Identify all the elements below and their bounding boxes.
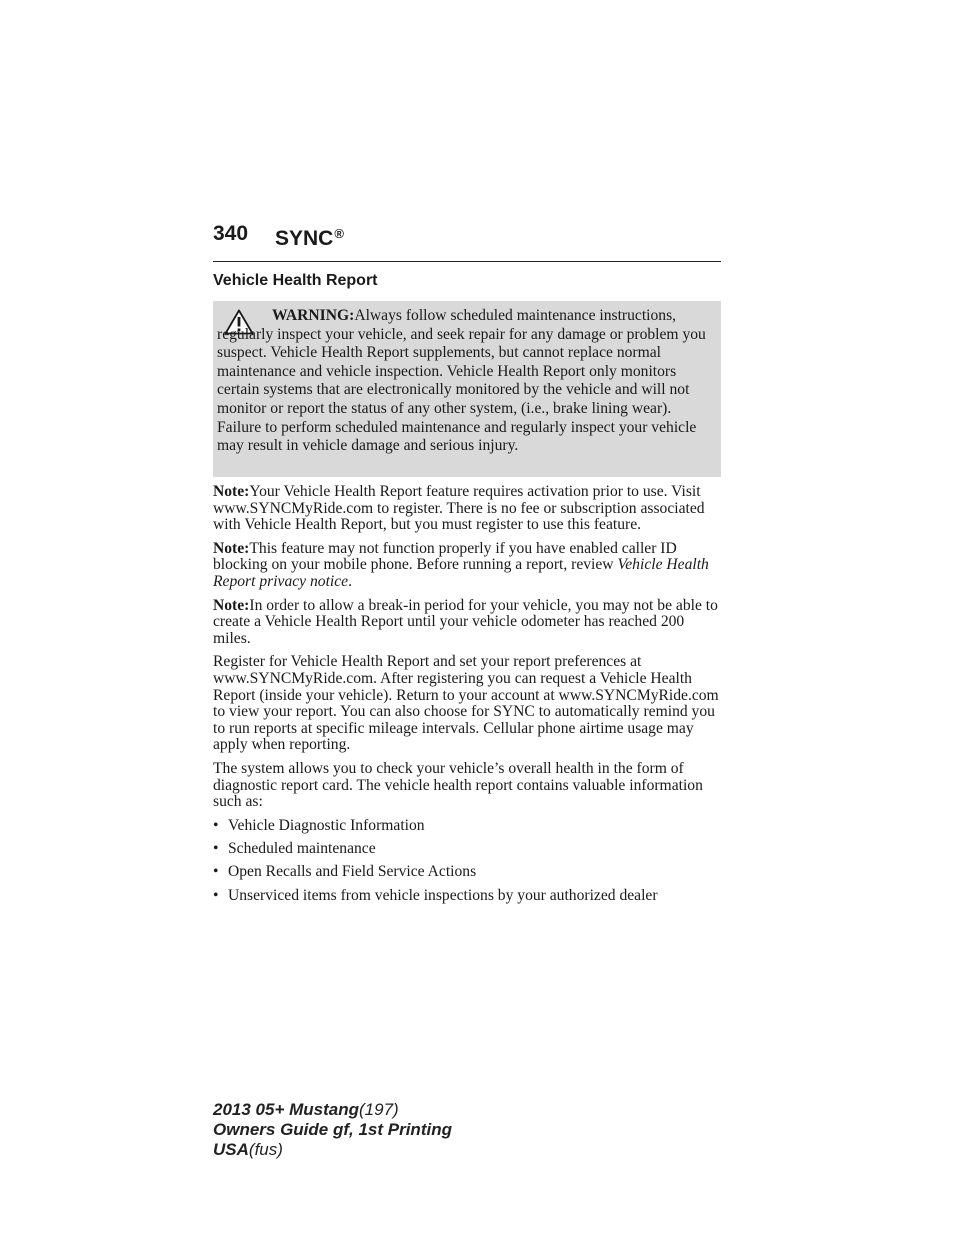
list-item: • Unserviced items from vehicle inspections by your authorized dealer bbox=[213, 886, 658, 904]
list-item: • Open Recalls and Field Service Actions bbox=[213, 863, 477, 881]
note-text: Your Vehicle Health Report feature requires activation prior to use. Visit www.SYNCMyRide.com to register. There is no fee or subscription associated with Vehicle Health Report, but you must register to use this feature. bbox=[213, 483, 705, 534]
page-footer bbox=[213, 1100, 452, 1160]
list-item: • Scheduled maintenance bbox=[213, 840, 376, 858]
bullet: • bbox=[213, 816, 219, 834]
warning-label: WARNING: bbox=[272, 307, 355, 324]
warning-box bbox=[213, 301, 721, 477]
section-title bbox=[275, 219, 344, 254]
note-text: This feature may not function properly if you have enabled caller ID blocking on your mobile phone. Before running a report, review bbox=[213, 539, 677, 574]
note-paragraph bbox=[213, 598, 723, 648]
warning-text bbox=[217, 307, 715, 456]
privacy-notice-reference: Vehicle Health Report privacy notice bbox=[213, 556, 709, 590]
warning-body: Always follow scheduled maintenance instructions, regularly inspect your vehicle, and seek repair for any damage or problem you suspect. Vehicle Health Report supplements, but cannot replace normal maintenance and vehicle inspection. Vehicle Health Report only monitors certain systems that are electronically monitored by the vehicle and will not monitor or report the status of any other system, (i.e., brake lining wear). Failure to perform scheduled maintenance and regularly inspect your vehicle may result in vehicle damage and serious injury. bbox=[217, 307, 706, 455]
page-number: 340 bbox=[213, 222, 249, 245]
note-text-end: . bbox=[348, 572, 353, 590]
registered-mark: ® bbox=[334, 226, 344, 241]
section-heading: Vehicle Health Report bbox=[213, 272, 378, 289]
paragraph: Register for Vehicle Health Report and set your report preferences at www.SYNCMyRide.com. After registering you can request a Vehicle Health Report (inside your vehicle). Return to your account at www.SYNCMyRide.com to view your report. You can also choose for SYNC to automatically remind you to run reports at specific mileage intervals. Cellular phone airtime usage may apply when reporting. bbox=[213, 653, 719, 754]
body-text bbox=[213, 484, 723, 911]
note-text: In order to allow a break-in period for your vehicle, you may not be able to create a Vehicle Health Report until your vehicle odometer has reached 200 miles. bbox=[213, 596, 718, 647]
bullet: • bbox=[213, 886, 219, 904]
paragraph: The system allows you to check your vehicle’s overall health in the form of diagnostic report card. The vehicle health report contains valuable information such as: bbox=[213, 759, 703, 811]
note-label: Note: bbox=[213, 596, 250, 614]
bullet: • bbox=[213, 840, 219, 858]
note-label: Note: bbox=[213, 483, 250, 500]
note-paragraph bbox=[213, 541, 723, 591]
note-paragraph bbox=[213, 484, 723, 534]
note-label: Note: bbox=[213, 539, 250, 557]
page-header bbox=[213, 219, 721, 262]
footer-line-model: 2013 05+ Mustang(197) bbox=[213, 1100, 399, 1119]
footer-line-region: USA(fus) bbox=[213, 1140, 283, 1159]
list-item: • Vehicle Diagnostic Information bbox=[213, 816, 425, 834]
footer-line-guide: Owners Guide gf, 1st Printing bbox=[213, 1120, 452, 1139]
section-name: SYNC bbox=[275, 227, 334, 250]
info-list bbox=[213, 818, 723, 905]
bullet: • bbox=[213, 863, 219, 881]
